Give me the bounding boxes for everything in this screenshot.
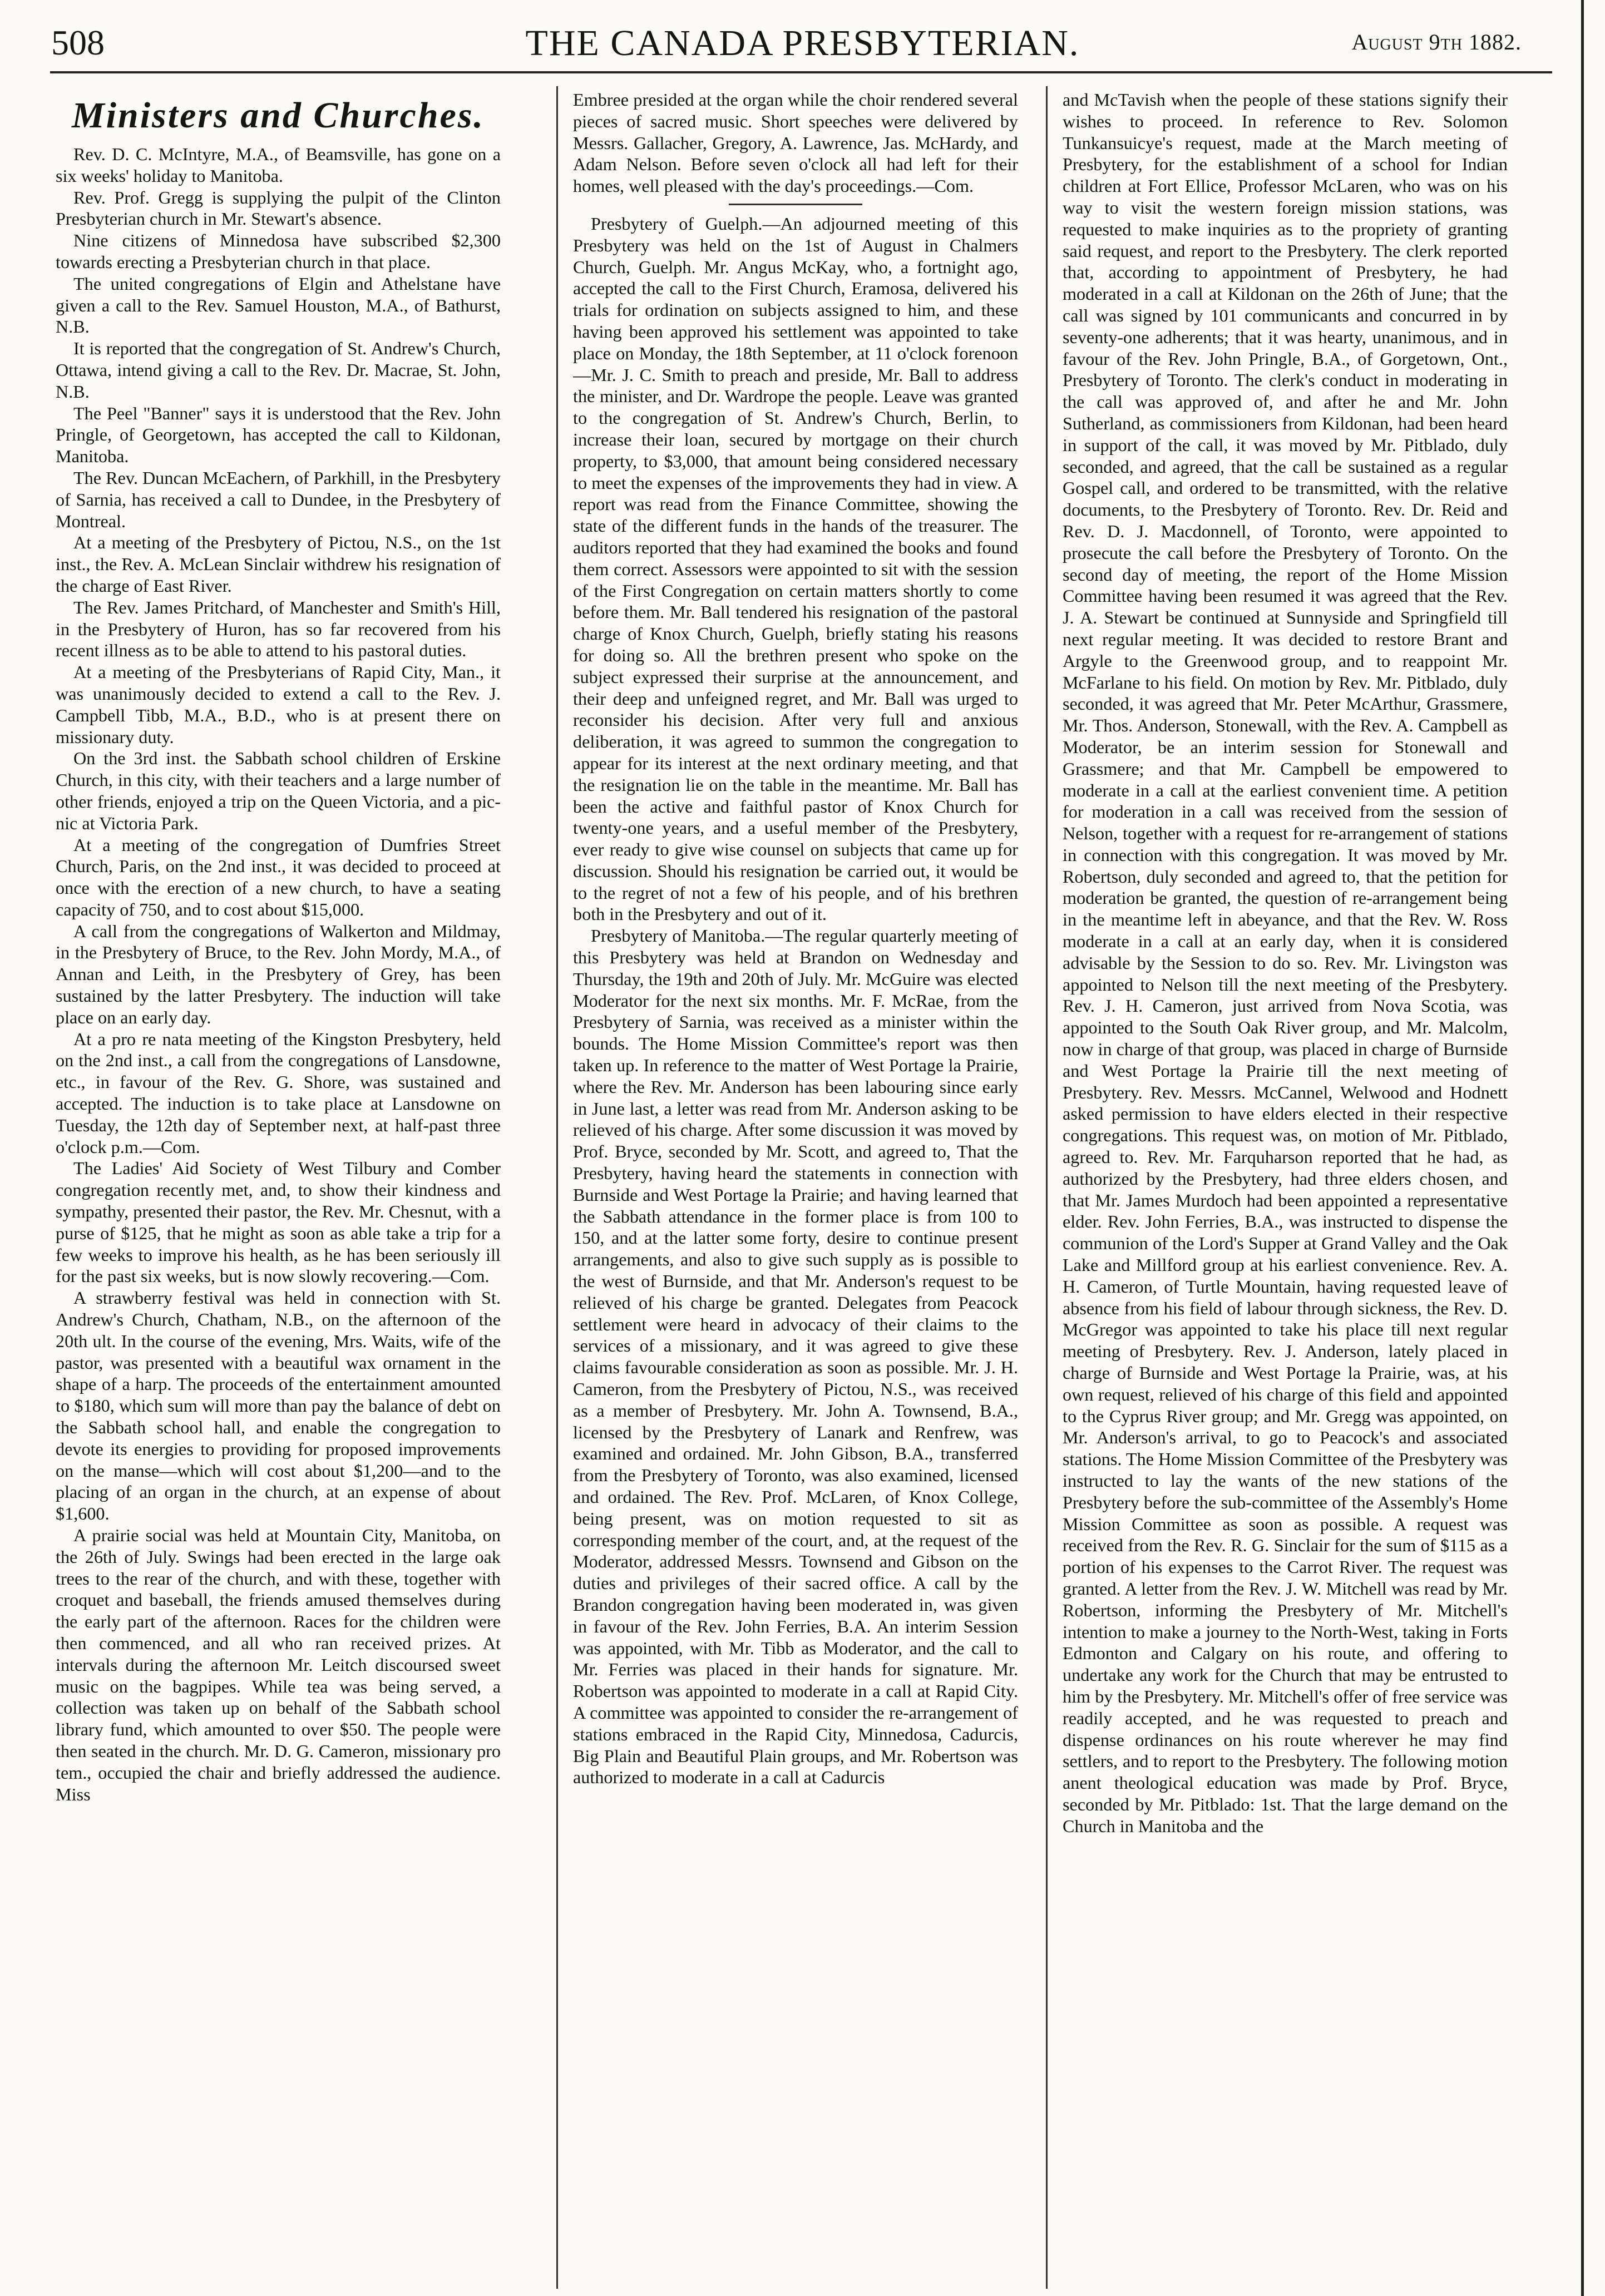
article-divider bbox=[729, 204, 862, 205]
header-rule bbox=[50, 71, 1552, 73]
column-1 bbox=[56, 89, 501, 2289]
news-item: Rev. D. C. McIntyre, M.A., of Beamsville, has gone on a six weeks' holiday to Manitoba. bbox=[56, 144, 501, 186]
presbytery-report: Presbytery of Manitoba.—The regular quarterly meeting of this Presbytery was held at Brandon on Wednesday and Thursday, the 19th and 20th of July. Mr. McGuire was elected Moderator for the next six months. Mr. F. McRae, from the Presbytery of Sarnia, was received as a minister within the bounds. The Home Mission Committee's report was then taken up. In reference to the matter of West Portage la Prairie, where the Rev. Mr. Anderson has been labouring since early in June last, a letter was read from Mr. Anderson asking to be relieved of his charge. After some discussion it was moved by Prof. Bryce, seconded by Mr. Scott, and agreed to, That the Presbytery, having heard the statements in connection with Burnside and West Portage la Prairie; and having learned that the Sabbath attendance in the former place is from 100 to 150, and at the latter some forty, desire to continue present arrangements, and also to give such supply as is possible to the west of Burnside, and that Mr. Anderson's request to be relieved of his charge be granted. Delegates from Peacock settlement were heard in advocacy of their claims to the services of a missionary, and it was agreed to give these claims favourable consideration as soon as possible. Mr. J. H. Cameron, from the Presbytery of Pictou, N.S., was received as a member of Presbytery. Mr. John A. Townsend, B.A., licensed by the Presbytery of Lanark and Renfrew, was examined and ordained. Mr. John Gibson, B.A., transferred from the Presbytery of Toronto, was also examined, licensed and ordained. The Rev. Prof. McLaren, of Knox College, being present, was on motion requested to sit as corresponding member of the court, and, at the request of the Moderator, addressed Messrs. Townsend and Gibson on the duties and privileges of their sacred office. A call by the Brandon congregation having been moderated in, was given in favour of the Rev. John Ferries, B.A. An interim Session was appointed, with Mr. Tibb as Moderator, and the call to Mr. Ferries was placed in their hands for signature. Mr. Robertson was appointed to moderate in a call at Rapid City. A committee was appointed to consider the re-arrangement of stations embraced in the Rapid City, Minnedosa, Cadurcis, Big Plain and Beautiful Plain groups, and Mr. Robertson was authorized to moderate in a call at Cadurcis bbox=[573, 926, 1018, 1788]
column-3 bbox=[1063, 89, 1508, 2289]
newspaper-title: THE CANADA PRESBYTERIAN. bbox=[525, 23, 1080, 63]
page-edge bbox=[1581, 0, 1584, 2296]
news-item: It is reported that the congregation of St. Andrew's Church, Ottawa, intend giving a call to the Rev. Dr. Macrae, St. John, N.B. bbox=[56, 338, 501, 402]
page-header bbox=[0, 0, 1605, 70]
issue-date: August 9th 1882. bbox=[1351, 29, 1522, 55]
news-item: At a meeting of the Presbytery of Pictou, N.S., on the 1st inst., the Rev. A. McLean Sinclair withdrew his resignation of the charge of East River. bbox=[56, 532, 501, 596]
news-item: The Rev. Duncan McEachern, of Parkhill, in the Presbytery of Sarnia, has received a call to Dundee, in the Presbytery of Montreal. bbox=[56, 467, 501, 531]
news-item: The united congregations of Elgin and Athelstane have given a call to the Rev. Samuel Houston, M.A., of Bathurst, N.B. bbox=[56, 273, 501, 337]
news-item: Rev. Prof. Gregg is supplying the pulpit of the Clinton Presbyterian church in Mr. Stewart's absence. bbox=[56, 187, 501, 229]
news-item: At a meeting of the Presbyterians of Rapid City, Man., it was unanimously decided to extend a call to the Rev. J. Campbell Tibb, M.A., B.D., who is at present there on missionary duty. bbox=[56, 662, 501, 747]
news-item: A call from the congregations of Walkerton and Mildmay, in the Presbytery of Bruce, to the Rev. John Mordy, M.A., of Annan and Leith, in the Presbytery of Grey, has been sustained by the latter Presbytery. The induction will take place on an early day. bbox=[56, 921, 501, 1027]
news-item: A strawberry festival was held in connection with St. Andrew's Church, Chatham, N.B., on the afternoon of the 20th ult. In the course of the evening, Mrs. Waits, wife of the pastor, was presented with a beautiful wax ornament in the shape of a harp. The proceeds of the entertainment amounted to $180, which sum will more than pay the balance of debt on the Sabbath school hall, and enable the congregation to devote its energies to providing for proposed improvements on the manse—which will cost about $1,200—and to the placing of an organ in the church, at an expense of about $1,600. bbox=[56, 1288, 501, 1524]
presbytery-report: Presbytery of Guelph.—An adjourned meeting of this Presbytery was held on the 1st of August in Chalmers Church, Guelph. Mr. Angus McKay, who, a fortnight ago, accepted the call to the First Church, Eramosa, delivered his trials for ordination on subjects assigned to him, and these having been approved his settlement was appointed to take place on Monday, the 18th September, at 11 o'clock forenoon—Mr. J. C. Smith to preach and preside, Mr. Ball to address the minister, and Dr. Wardrope the people. Leave was granted to the congregation of St. Andrew's Church, Berlin, to increase their loan, secured by mortgage on their church property, to $3,000, that amount being considered necessary to meet the expenses of the improvements they had in view. A report was read from the Finance Committee, showing the state of the different funds in the hands of the treasurer. The auditors reported that they had examined the books and found them correct. Assessors were appointed to sit with the session of the First Congregation on certain matters shortly to come before them. Mr. Ball tendered his resignation of the pastoral charge of Knox Church, Guelph, briefly stating his reasons for doing so. All the brethren present who spoke on the subject expressed their surprise at the announcement, and their deep and unfeigned regret, and Mr. Ball was urged to reconsider his decision. After very full and anxious deliberation, it was agreed to summon the congregation to appear for its interest at the next ordinary meeting, and that the resignation lie on the table in the meantime. Mr. Ball has been the active and faithful pastor of Knox Church for twenty-one years, and a useful member of the Presbytery, ever ready to give wise counsel on subjects that came up for discussion. Should his resignation be carried out, it would be to the regret of not a few of his people, and of his brethren both in the Presbytery and out of it. bbox=[573, 213, 1018, 924]
news-item: The Ladies' Aid Society of West Tilbury and Comber congregation recently met, and, to show their kindness and sympathy, presented their pastor, the Rev. Mr. Chesnut, with a purse of $125, that he might as soon as able take a trip for a few weeks to improve his health, as he has been seriously ill for the past six weeks, but is now slowly recovering.—Com. bbox=[56, 1158, 501, 1286]
column-rule-2 bbox=[1046, 86, 1048, 2289]
presbytery-report-continued: and McTavish when the people of these stations signify their wishes to proceed. In reference to Rev. Solomon Tunkansuicye's request, made at the March meeting of Presbytery, for the establishment of a school for Indian children at Fort Ellice, Professor McLaren, who was on his way to visit the western foreign mission stations, was requested to make inquiries as to the propriety of granting said request, and report to the Presbytery. The clerk reported that, according to appointment of Presbytery, he had moderated in a call at Kildonan on the 26th of June; that the call was signed by 101 communicants and concurred in by seventy-one adherents; that it was hearty, unanimous, and in favour of the Rev. John Pringle, B.A., of Gorgetown, Ont., Presbytery of Toronto. The clerk's conduct in moderating in the call was approved of, and after he and Mr. John Sutherland, as commissioners from Kildonan, had been heard in support of the call, it was moved by Mr. Pitblado, duly seconded, and agreed, that the call be sustained as a regular Gospel call, and ordered to be transmitted, with the relative documents, to the Presbytery of Toronto. Rev. Dr. Reid and Rev. D. J. Macdonnell, of Toronto, were appointed to prosecute the call before the Presbytery of Toronto. On the second day of meeting, the report of the Home Mission Committee having been resumed it was agreed that the Rev. J. A. Stewart be continued at Sunnyside and Springfield till next regular meeting. It was decided to restore Brant and Argyle to the Greenwood group, and to reappoint Mr. McFarlane to his field. On motion by Rev. Mr. Pitblado, duly seconded, it was agreed that Mr. Peter McArthur, Grassmere, Mr. Thos. Anderson, Stonewall, with the Rev. A. Campbell as Moderator, be an interim session for Stonewall and Grassmere; and that Mr. Campbell be empowered to moderate in a call at the earliest convenient time. A petition for moderation in a call was received from the session of Nelson, together with a request for re-arrangement of stations in connection with this congregation. It was moved by Mr. Robertson, duly seconded and agreed to, that the petition for moderation be granted, the question of re-arrangement being in the meantime left in abeyance, and that the Rev. W. Ross moderate in a call at an early day, when it is considered advisable by the Session to do so. Rev. Mr. Livingston was appointed to Nelson till the next meeting of the Presbytery. Rev. J. H. Cameron, just arrived from Nova Scotia, was appointed to the South Oak River group, and Mr. Malcolm, now in charge of that group, was placed in charge of Burnside and West Portage la Prairie till the next meeting of Presbytery. Rev. Messrs. McCannel, Welwood and Hodnett asked permission to have elders elected in their respective congregations. This request was, on motion of Mr. Pitblado, agreed to. Rev. Mr. Farquharson reported that he had, as authorized by the Presbytery, had three elders chosen, and that Mr. James Murdoch had been appointed a representative elder. Rev. John Ferries, B.A., was instructed to dispense the communion of the Lord's Supper at Grand Valley and the Oak Lake and Millford group at his earliest convenience. Rev. A. H. Cameron, of Turtle Mountain, having requested leave of absence from his field of labour through sickness, the Rev. D. McGregor was appointed to take his place till next regular meeting of Presbytery. Rev. J. Anderson, lately placed in charge of Burnside and West Portage la Prairie, was, at his own request, relieved of his charge of this field and appointed to the Cyprus River group; and Mr. Gregg was appointed, on Mr. Anderson's arrival, to go to Peacock's and associated stations. The Home Mission Committee of the Presbytery was instructed to lay the wants of the new stations of the Presbytery before the sub-committee of the Assembly's Home Mission Committee as soon as possible. A request was received from the Rev. R. G. Sinclair for the sum of $115 as a portion of his expenses to the Carrot River. The request was granted. A letter from the Rev. J. W. Mitchell was read by Mr. Robertson, informing the Presbytery of Mr. Mitchell's intention to make a journey to the North-West, taking in Forts Edmonton and Calgary on his route, and offering to undertake any work for the Church that may be entrusted to him by the Presbytery. Mr. Mitchell's offer of free service was readily accepted, and he was requested to preach and dispense ordinances on his route wherever he may find settlers, and to report to the Presbytery. The following motion anent theological education was made by Prof. Bryce, seconded by Mr. Pitblado: 1st. That the large demand on the Church in Manitoba and the bbox=[1063, 90, 1508, 1836]
column-rule-1 bbox=[556, 86, 558, 2289]
news-item: On the 3rd inst. the Sabbath school children of Erskine Church, in this city, with their teachers and a large number of other friends, enjoyed a trip on the Queen Victoria, and a pic-nic at Victoria Park. bbox=[56, 748, 501, 833]
news-item: The Peel "Banner" says it is understood that the Rev. John Pringle, of Georgetown, has accepted the call to Kildonan, Manitoba. bbox=[56, 403, 501, 467]
section-heading: Ministers and Churches. bbox=[71, 95, 485, 136]
page-number: 508 bbox=[51, 23, 105, 62]
column-2 bbox=[573, 89, 1018, 2289]
news-item: At a pro re nata meeting of the Kingston Presbytery, held on the 2nd inst., a call from the congregations of Lansdowne, etc., in favour of the Rev. G. Shore, was sustained and accepted. The induction is to take place at Lansdowne on Tuesday, the 12th day of September next, at half-past three o'clock p.m.—Com. bbox=[56, 1028, 501, 1157]
news-item: The Rev. James Pritchard, of Manchester and Smith's Hill, in the Presbytery of Huron, has so far recovered from his recent illness as to be able to attend to his pastoral duties. bbox=[56, 597, 501, 661]
news-item: A prairie social was held at Mountain City, Manitoba, on the 26th of July. Swings had been erected in the large oak trees to the rear of the church, and with these, together with croquet and baseball, the friends amused themselves during the early part of the afternoon. Races for the children were then commenced, and all who ran received prizes. At intervals during the afternoon Mr. Leitch discoursed sweet music on the bagpipes. While tea was being served, a collection was taken up on behalf of the Sabbath school library fund, which amounted to over $50. The people were then seated in the church. Mr. D. G. Cameron, missionary pro tem., occupied the chair and briefly addressed the audience. Miss bbox=[56, 1525, 501, 1804]
news-item: Nine citizens of Minnedosa have subscribed $2,300 towards erecting a Presbyterian church in that place. bbox=[56, 230, 501, 272]
news-item: At a meeting of the congregation of Dumfries Street Church, Paris, on the 2nd inst., it was decided to proceed at once with the erection of a new church, to have a seating capacity of 750, and to cost about $15,000. bbox=[56, 834, 501, 919]
news-item-continued: Embree presided at the organ while the choir rendered several pieces of sacred music. Short speeches were delivered by Messrs. Gallacher, Gregory, A. Lawrence, Jas. McHardy, and Adam Nelson. Before seven o'clock all had left for their homes, well pleased with the day's proceedings.—Com. bbox=[573, 90, 1018, 196]
